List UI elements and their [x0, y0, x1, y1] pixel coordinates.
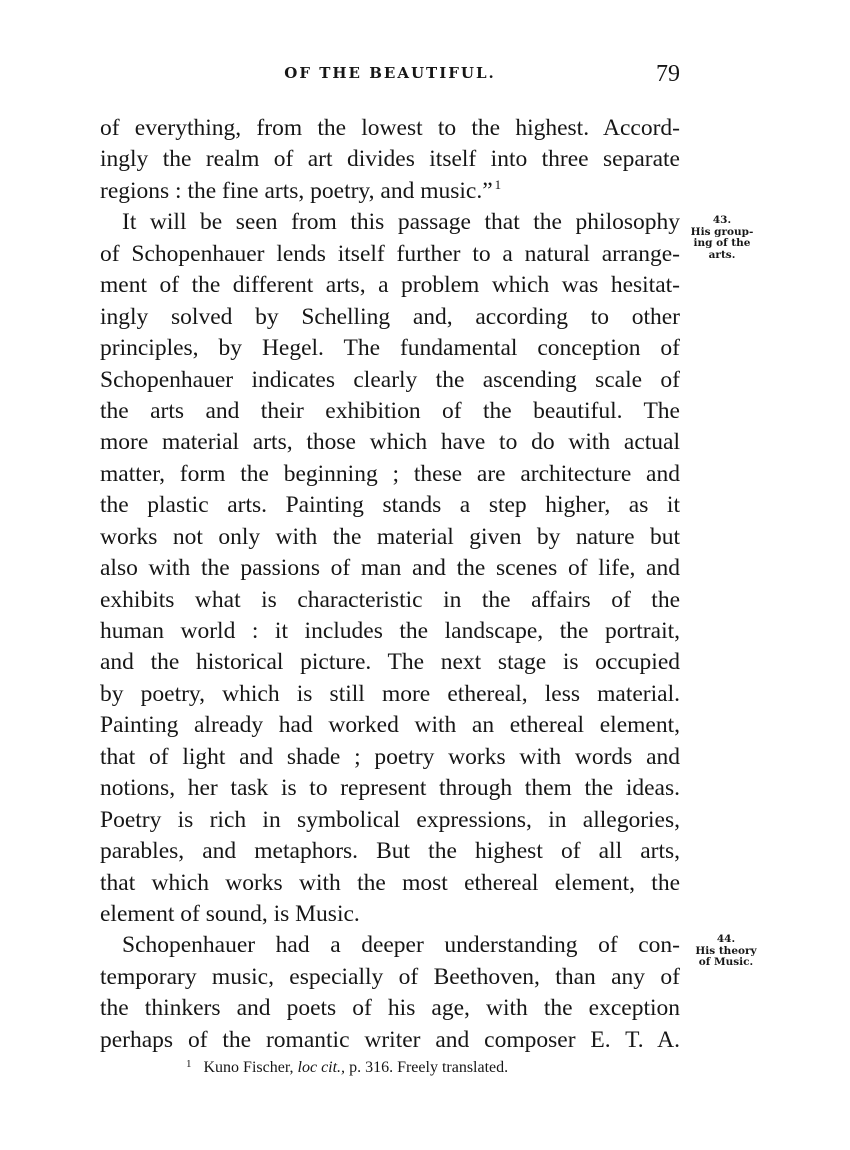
footnote — [186, 1058, 508, 1077]
text-line: principles, by Hegel. The fundamental conception of — [100, 335, 680, 362]
text-line: matter, form the beginning ; these are architecture and — [100, 460, 680, 487]
text-line: human world : it includes the landscape, the portrait, — [100, 618, 680, 644]
text-line: Poetry is rich in symbolical expressions, in allegories, — [100, 806, 680, 833]
text-line: temporary music, especially of Beethoven, than any of — [100, 963, 680, 990]
margin-note-line: ing of the — [693, 237, 751, 249]
page-number: 79 — [656, 61, 680, 87]
text-line: Painting already had worked with an ethereal element, — [100, 712, 680, 739]
text-line: more material arts, those which have to do with actual — [100, 429, 680, 456]
footnote-marker: 1 — [186, 1058, 192, 1070]
text-line: notions, her task is to represent through them the ideas. — [100, 775, 680, 802]
footnote-detail: p. 316. Freely translated. — [349, 1059, 509, 1076]
text-line: ingly solved by Schelling and, according to other — [100, 303, 680, 330]
page-header-title: OF THE BEAUTIFUL. — [284, 64, 496, 82]
margin-note-theory-of-music — [686, 934, 766, 969]
text-line: perhaps of the romantic writer and composer E. T. A. — [100, 1026, 680, 1053]
margin-note-line: 44. — [716, 933, 736, 945]
text-line — [100, 176, 680, 207]
margin-note-grouping-of-arts — [686, 215, 758, 261]
text-line: element of sound, is Music. — [100, 900, 360, 927]
text-line: of everything, from the lowest to the highest. Accord- — [100, 115, 680, 141]
paragraph-first-line: Schopenhauer had a deeper understanding of con- — [122, 932, 680, 959]
text-line: and the historical picture. The next stage is occupied — [100, 649, 680, 676]
text-line: ingly the realm of art divides itself into three separate — [100, 146, 680, 173]
text-line: the plastic arts. Painting stands a step higher, as it — [100, 492, 680, 519]
margin-note-line: His theory — [695, 944, 757, 957]
margin-note-line: of Music. — [698, 956, 754, 968]
margin-note-line: arts. — [708, 248, 736, 261]
text-line: Schopenhauer indicates clearly the ascending scale of — [100, 366, 680, 393]
footnote-author: Kuno Fischer, — [203, 1059, 294, 1076]
body-text — [100, 113, 680, 1056]
margin-note-line: 43. — [712, 214, 732, 226]
text-line-content: regions : the fine arts, poetry, and music.” — [100, 177, 493, 204]
footnote-reference: 1 — [494, 176, 502, 192]
text-line: the thinkers and poets of his age, with the exception — [100, 995, 680, 1022]
text-line: that of light and shade ; poetry works with words and — [100, 743, 680, 770]
text-line: that which works with the most ethereal element, the — [100, 869, 680, 896]
margin-note-line: His group- — [690, 225, 754, 238]
running-head — [100, 61, 680, 88]
text-line: also with the passions of man and the scenes of life, and — [100, 555, 680, 582]
text-line: ment of the different arts, a problem which was hesitat- — [100, 272, 680, 299]
text-line: of Schopenhauer lends itself further to a natural arrange- — [100, 240, 680, 267]
text-line: exhibits what is characteristic in the affairs of the — [100, 586, 680, 613]
text-line: by poetry, which is still more ethereal, less material. — [100, 680, 680, 707]
text-line: works not only with the material given by nature but — [100, 523, 680, 550]
paragraph-first-line: It will be seen from this passage that the philosophy — [122, 209, 680, 236]
text-line: the arts and their exhibition of the beautiful. The — [100, 397, 680, 424]
text-line: parables, and metaphors. But the highest of all arts, — [100, 838, 680, 865]
footnote-source: loc cit., — [297, 1059, 346, 1076]
